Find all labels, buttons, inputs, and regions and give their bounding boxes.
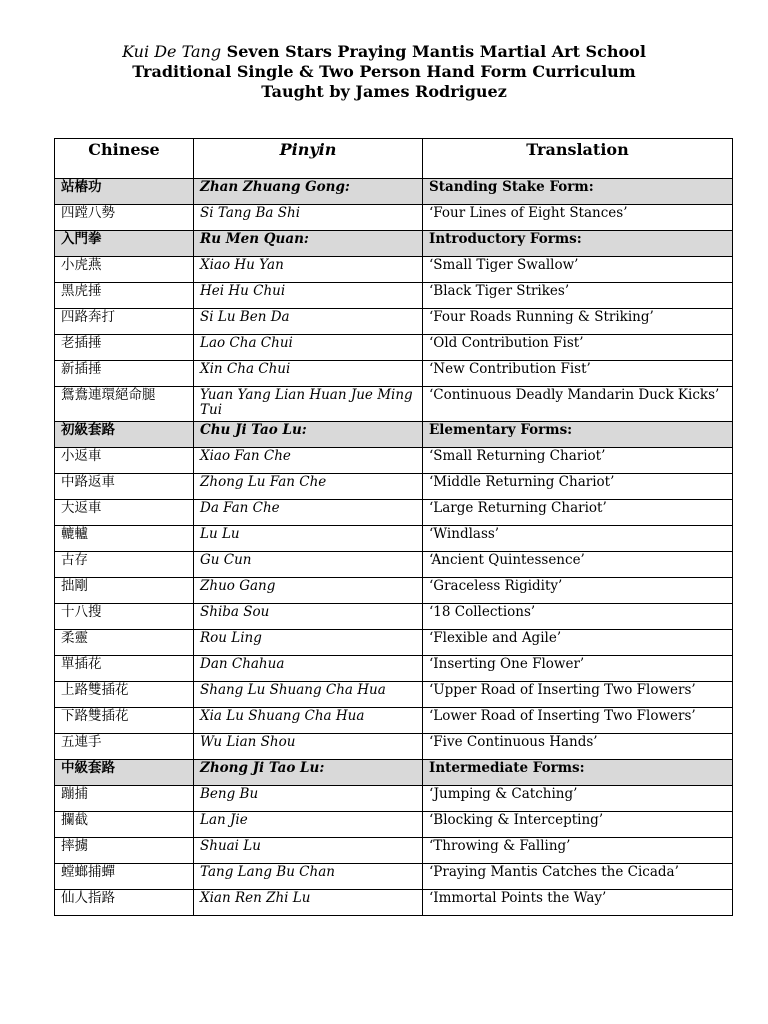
chinese-cell: 螳螂捕蟬 — [55, 864, 194, 890]
table-row — [55, 474, 733, 500]
chinese-cell: 十八搜 — [55, 604, 194, 630]
translation-cell: Elementary Forms: — [423, 422, 733, 448]
table-row — [55, 257, 733, 283]
chinese-cell: 蹦捕 — [55, 786, 194, 812]
chinese-cell: 四路奔打 — [55, 309, 194, 335]
translation-cell: ‘Lower Road of Inserting Two Flowers’ — [423, 708, 733, 734]
chinese-cell: 小返車 — [55, 448, 194, 474]
translation-cell: ‘Blocking & Intercepting’ — [423, 812, 733, 838]
chinese-cell: 大返車 — [55, 500, 194, 526]
chinese-cell: 拙剛 — [55, 578, 194, 604]
table-row — [55, 864, 733, 890]
table-row — [55, 812, 733, 838]
table-header-row — [55, 139, 733, 179]
pinyin-cell: Dan Chahua — [194, 656, 423, 682]
instructor-line: Taught by James Rodriguez — [261, 82, 507, 101]
pinyin-cell: Gu Cun — [194, 552, 423, 578]
chinese-cell: 仙人指路 — [55, 890, 194, 916]
document-header — [0, 42, 768, 102]
chinese-cell: 下路雙插花 — [55, 708, 194, 734]
pinyin-cell: Wu Lian Shou — [194, 734, 423, 760]
translation-cell: ‘New Contribution Fist’ — [423, 361, 733, 387]
chinese-cell: 初級套路 — [55, 422, 194, 448]
chinese-cell: 站樁功 — [55, 179, 194, 205]
section-header-row — [55, 231, 733, 257]
translation-cell: ‘Large Returning Chariot’ — [423, 500, 733, 526]
school-name-italic: Kui De Tang — [122, 42, 222, 61]
chinese-cell: 中級套路 — [55, 760, 194, 786]
translation-cell: ‘Ancient Quintessence’ — [423, 552, 733, 578]
column-header-pinyin: Pinyin — [194, 139, 423, 179]
pinyin-cell: Xin Cha Chui — [194, 361, 423, 387]
column-header-translation: Translation — [423, 139, 733, 179]
table-row — [55, 448, 733, 474]
chinese-cell: 轆轤 — [55, 526, 194, 552]
pinyin-cell: Zhong Lu Fan Che — [194, 474, 423, 500]
pinyin-cell: Rou Ling — [194, 630, 423, 656]
table-row — [55, 682, 733, 708]
translation-cell: ‘Small Tiger Swallow’ — [423, 257, 733, 283]
table-row — [55, 361, 733, 387]
pinyin-cell: Lao Cha Chui — [194, 335, 423, 361]
translation-cell: ‘Upper Road of Inserting Two Flowers’ — [423, 682, 733, 708]
pinyin-cell: Hei Hu Chui — [194, 283, 423, 309]
chinese-cell: 新插捶 — [55, 361, 194, 387]
pinyin-cell: Xia Lu Shuang Cha Hua — [194, 708, 423, 734]
translation-cell: ‘Four Lines of Eight Stances’ — [423, 205, 733, 231]
translation-cell: ‘Throwing & Falling’ — [423, 838, 733, 864]
table-row — [55, 205, 733, 231]
table-row — [55, 283, 733, 309]
translation-cell: ‘Praying Mantis Catches the Cicada’ — [423, 864, 733, 890]
curriculum-subtitle: Traditional Single & Two Person Hand Form Curriculum — [132, 62, 636, 81]
pinyin-cell: Xiao Fan Che — [194, 448, 423, 474]
table-row — [55, 604, 733, 630]
table-row — [55, 656, 733, 682]
section-header-row — [55, 760, 733, 786]
school-name-rest: Seven Stars Praying Mantis Martial Art School — [221, 42, 646, 61]
pinyin-cell: Shang Lu Shuang Cha Hua — [194, 682, 423, 708]
translation-cell: ‘Flexible and Agile’ — [423, 630, 733, 656]
translation-cell: ‘Immortal Points the Way’ — [423, 890, 733, 916]
chinese-cell: 老插捶 — [55, 335, 194, 361]
table-row — [55, 708, 733, 734]
curriculum-table — [54, 138, 733, 916]
chinese-cell: 古存 — [55, 552, 194, 578]
translation-cell: ‘Old Contribution Fist’ — [423, 335, 733, 361]
pinyin-cell: Tang Lang Bu Chan — [194, 864, 423, 890]
pinyin-cell: Si Lu Ben Da — [194, 309, 423, 335]
column-header-chinese: Chinese — [55, 139, 194, 179]
table-row — [55, 387, 733, 422]
table-row — [55, 630, 733, 656]
pinyin-cell: Da Fan Che — [194, 500, 423, 526]
table-row — [55, 526, 733, 552]
translation-cell: ‘18 Collections’ — [423, 604, 733, 630]
pinyin-cell: Yuan Yang Lian Huan Jue Ming Tui — [194, 387, 423, 422]
table-row — [55, 500, 733, 526]
table-row — [55, 335, 733, 361]
translation-cell: ‘Black Tiger Strikes’ — [423, 283, 733, 309]
chinese-cell: 上路雙插花 — [55, 682, 194, 708]
translation-cell: ‘Windlass’ — [423, 526, 733, 552]
chinese-cell: 柔靈 — [55, 630, 194, 656]
table-row — [55, 890, 733, 916]
chinese-cell: 入門拳 — [55, 231, 194, 257]
table-row — [55, 309, 733, 335]
chinese-cell: 黑虎捶 — [55, 283, 194, 309]
pinyin-cell: Si Tang Ba Shi — [194, 205, 423, 231]
translation-cell: ‘Graceless Rigidity’ — [423, 578, 733, 604]
pinyin-cell: Lan Jie — [194, 812, 423, 838]
section-header-row — [55, 422, 733, 448]
school-title-line — [0, 42, 768, 62]
translation-cell: ‘Middle Returning Chariot’ — [423, 474, 733, 500]
translation-cell: Intermediate Forms: — [423, 760, 733, 786]
pinyin-cell: Lu Lu — [194, 526, 423, 552]
chinese-cell: 攔截 — [55, 812, 194, 838]
translation-cell: ‘Five Continuous Hands’ — [423, 734, 733, 760]
chinese-cell: 鴛鴦連環絕命腿 — [55, 387, 194, 422]
pinyin-cell: Beng Bu — [194, 786, 423, 812]
table-row — [55, 838, 733, 864]
chinese-cell: 四蹚八勢 — [55, 205, 194, 231]
translation-cell: Introductory Forms: — [423, 231, 733, 257]
pinyin-cell: Shiba Sou — [194, 604, 423, 630]
chinese-cell: 摔擄 — [55, 838, 194, 864]
table-row — [55, 578, 733, 604]
pinyin-cell: Zhong Ji Tao Lu: — [194, 760, 423, 786]
section-header-row — [55, 179, 733, 205]
translation-cell: Standing Stake Form: — [423, 179, 733, 205]
chinese-cell: 單插花 — [55, 656, 194, 682]
chinese-cell: 五連手 — [55, 734, 194, 760]
translation-cell: ‘Continuous Deadly Mandarin Duck Kicks’ — [423, 387, 733, 422]
chinese-cell: 小虎燕 — [55, 257, 194, 283]
pinyin-cell: Xiao Hu Yan — [194, 257, 423, 283]
translation-cell: ‘Inserting One Flower’ — [423, 656, 733, 682]
pinyin-cell: Zhuo Gang — [194, 578, 423, 604]
pinyin-cell: Shuai Lu — [194, 838, 423, 864]
pinyin-cell: Xian Ren Zhi Lu — [194, 890, 423, 916]
pinyin-cell: Ru Men Quan: — [194, 231, 423, 257]
table-row — [55, 734, 733, 760]
table-row — [55, 552, 733, 578]
translation-cell: ‘Jumping & Catching’ — [423, 786, 733, 812]
chinese-cell: 中路返車 — [55, 474, 194, 500]
pinyin-cell: Zhan Zhuang Gong: — [194, 179, 423, 205]
pinyin-cell: Chu Ji Tao Lu: — [194, 422, 423, 448]
table-row — [55, 786, 733, 812]
translation-cell: ‘Four Roads Running & Striking’ — [423, 309, 733, 335]
translation-cell: ‘Small Returning Chariot’ — [423, 448, 733, 474]
